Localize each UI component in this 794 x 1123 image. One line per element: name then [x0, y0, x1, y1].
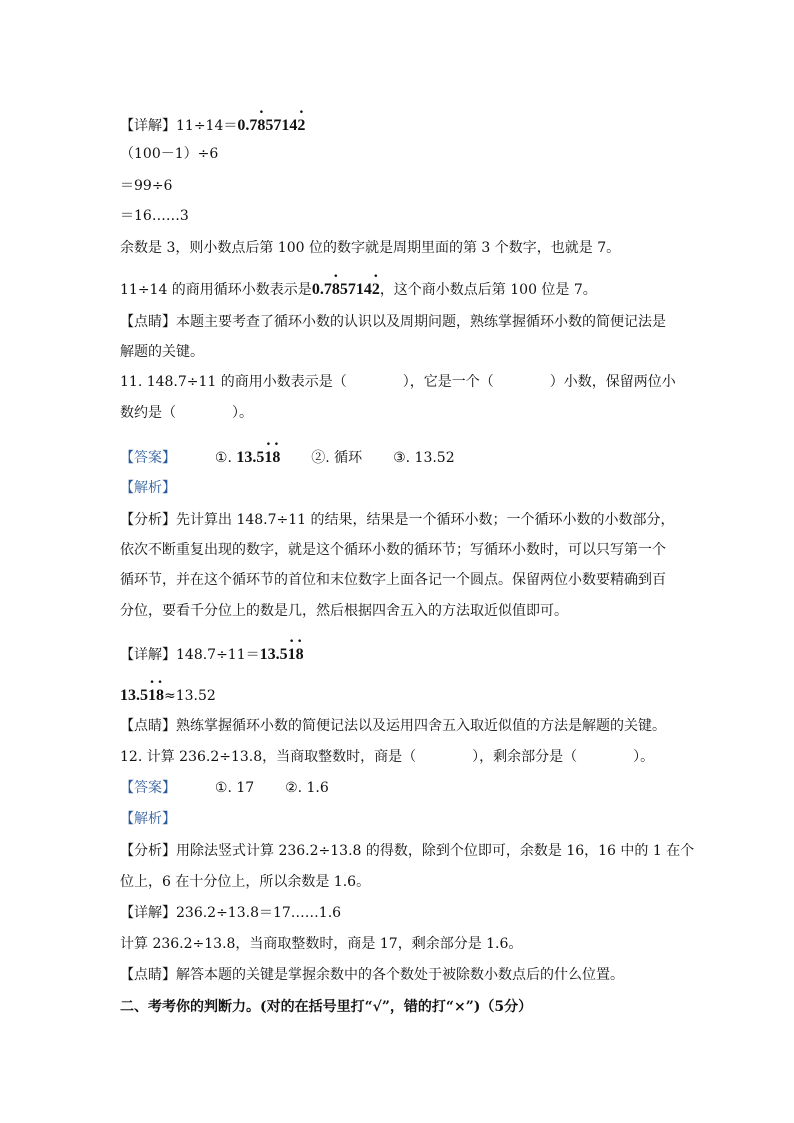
answer-line: 【答案】 ①. 13.5· 1· 8 ②. 循环 ③. 13.52: [120, 448, 455, 468]
answer-tag: 【答案】: [120, 780, 176, 796]
analysis-tag: 【解析】: [120, 811, 176, 827]
answer-line: 【答案】 ①. 17 ②. 1.6: [120, 780, 329, 796]
analysis-line: 【分析】用除法竖式计算 236.2÷13.8 的得数，除到个位即可，余数是 16，16 中的 1 在个: [120, 843, 695, 859]
note-tag: 【点睛】: [120, 314, 176, 330]
section-heading: 二、考考你的判断力。(对的在括号里打“√”，错的打“×”)（5分）: [120, 999, 533, 1015]
text-line: 位上，6 在十分位上，所以余数是 1.6。: [120, 874, 371, 890]
repeating-decimal: 13.5· 1· 8: [236, 448, 280, 468]
calc-line: （100－1）÷6: [120, 146, 219, 162]
text-line: 依次不断重复出现的数字，就是这个循环小数的循环节；写循环小数时，可以只写第一个: [120, 542, 666, 558]
text: 11÷14＝: [176, 118, 238, 134]
question-12: 12. 计算 236.2÷13.8，当商取整数时，商是（ ），剩余部分是（ ）。: [120, 749, 655, 765]
text-line: 解题的关键。: [120, 344, 204, 360]
question-11-cont: 数约是（ ）。: [120, 405, 253, 421]
text-line: 循环节，并在这个循环节的首位和末位数字上面各记一个圆点。保留两位小数要精确到百: [120, 572, 666, 588]
calc-line: ＝16……3: [120, 208, 189, 224]
detail-tag: 【详解】: [120, 118, 176, 134]
repeating-decimal: 13.5· 1· 8: [260, 645, 304, 665]
approx-line: 13.5· 1· 8≈13.52: [120, 686, 216, 706]
detail-line-1: [120, 116, 305, 136]
analysis-tag: 【解析】: [120, 480, 176, 496]
detail-line: 【详解】236.2÷13.8＝17……1.6: [120, 905, 342, 921]
calc-line: ＝99÷6: [120, 178, 173, 194]
question-11: 11. 148.7÷11 的商用小数表示是（ ），它是一个（ ）小数，保留两位小: [120, 374, 676, 390]
analysis-tag-line: [120, 478, 176, 498]
text-line: 11÷14 的商用循环小数表示是0.7· 85714· 2，这个商小数点后第 100 位是 7。: [120, 280, 597, 300]
answer-tag: 【答案】: [120, 450, 176, 466]
analysis-line: 【分析】先计算出 148.7÷11 的结果，结果是一个循环小数；一个循环小数的小数部分，: [120, 512, 675, 528]
detail-line: 【详解】148.7÷11＝13.5· 1· 8: [120, 645, 304, 665]
text-line: 余数是 3，则小数点后第 100 位的数字就是周期里面的第 3 个数字，也就是 7。: [120, 240, 621, 256]
repeating-decimal: 0.7· 85714· 2: [312, 280, 380, 300]
analysis-tag-line: [120, 809, 176, 829]
text-line: 分位，要看千分位上的数是几，然后根据四舍五入的方法取近似值即可。: [120, 603, 568, 619]
note-line: 【点睛】本题主要考查了循环小数的认识以及周期问题，熟练掌握循环小数的简便记法是: [120, 314, 666, 330]
repeating-decimal: 0.7· 85714· 2: [237, 116, 305, 136]
note-line: 【点睛】解答本题的关键是掌握余数中的各个数处于被除数小数点后的什么位置。: [120, 967, 624, 983]
note-line: 【点睛】熟练掌握循环小数的简便记法以及运用四舍五入取近似值的方法是解题的关键。: [120, 718, 666, 734]
repeating-decimal: 13.5· 1· 8: [120, 686, 164, 706]
text-line: 计算 236.2÷13.8，当商取整数时，商是 17，剩余部分是 1.6。: [120, 936, 523, 952]
